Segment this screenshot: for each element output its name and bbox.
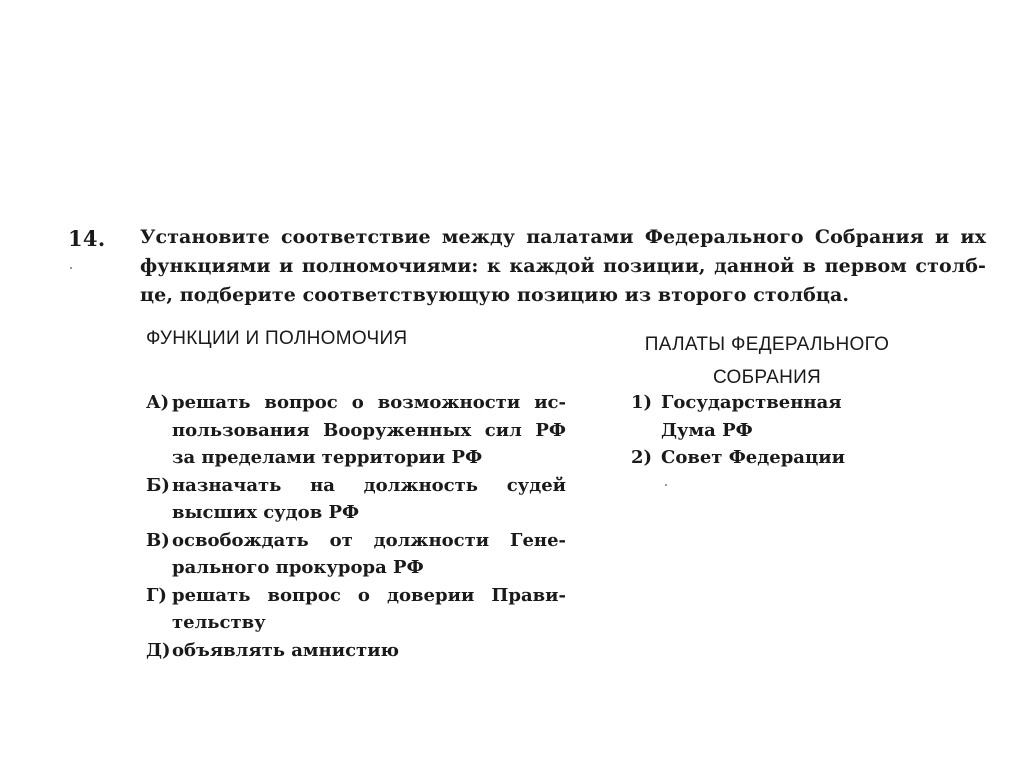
item-letter: А) [146,392,170,413]
task-text-line: функциями и полномочиями: к каждой позиции, данной в первом столб- [140,255,986,277]
item-line: рального прокурора РФ [172,557,424,578]
item-text [661,444,845,472]
right-heading-line: СОБРАНИЯ [712,367,822,388]
function-item-g [146,582,566,637]
chambers-list [631,389,931,472]
item-line: за пределами территории РФ [172,447,483,468]
function-item-a [146,389,566,472]
item-line: назначать на должность судей [172,474,566,496]
item-text [172,472,566,527]
task-text-line: Установите соответствие между палатами Федерального Собрания и их [140,226,986,248]
item-line: пользования Вооруженных сил РФ [172,419,566,441]
item-letter: Б) [146,474,170,496]
item-letter: Г) [146,584,167,606]
item-number: 1) [631,392,653,413]
item-line: решать вопрос о доверии Прави- [172,584,566,606]
item-text [172,389,566,472]
chamber-item-2 [631,444,931,472]
item-line: тельству [172,612,266,633]
item-line: Совет Федерации [661,447,845,468]
item-text [172,582,566,637]
function-item-v [146,527,566,582]
chamber-item-1 [631,389,931,444]
item-text [172,637,566,665]
right-column-heading [606,328,928,394]
functions-list [146,389,566,664]
left-column-heading: ФУНКЦИИ И ПОЛНОМОЧИЯ [146,328,408,349]
item-line: освобождать от должности Гене- [172,529,566,551]
item-letter: В) [146,529,170,551]
item-text [661,389,842,444]
item-line: решать вопрос о возможности ис- [172,392,566,413]
item-text [172,527,566,582]
task-text-line: це, подберите соответствующую позицию из второго столбца. [140,284,850,306]
function-item-d [146,637,566,665]
item-line: объявлять амнистию [172,639,399,661]
task-text [140,223,986,310]
item-number: 2) [631,447,653,468]
task-number: 14. [68,226,106,251]
item-letter: Д) [146,639,171,661]
scan-speck [665,484,667,486]
item-line: высших судов РФ [172,502,360,523]
item-line: Государственная [661,392,842,413]
scan-speck [70,267,72,269]
item-line: Дума РФ [661,419,753,441]
right-heading-line: ПАЛАТЫ ФЕДЕРАЛЬНОГО [644,334,890,355]
function-item-b [146,472,566,527]
